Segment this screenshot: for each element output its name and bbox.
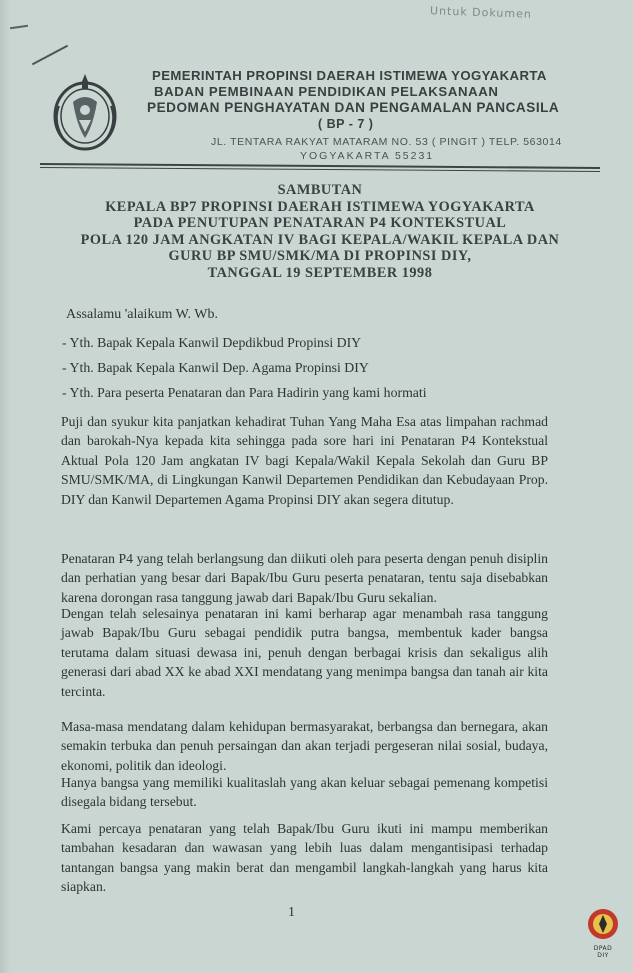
pen-mark <box>32 45 68 66</box>
archive-stamp-label: DPAD DIY <box>593 945 613 959</box>
handwritten-note: Untuk Dokumen <box>429 4 533 21</box>
body-paragraph: Kami percaya penataran yang telah Bapak/Ibu Guru ikuti ini mampu memberikan tambahan kesadaran dan wawasan yang lebih luas dalam mengantisipasi terhadap tantangan bangsa yang makin berat dan mengambil langkah-langkah yang harus kita siapkan. <box>61 821 548 895</box>
body-paragraph: Penataran P4 yang telah berlangsung dan diikuti oleh para peserta dengan penuh disiplin dan perhatian yang besar dari Bapak/Ibu Guru peserta penataran, tentu saja disebabkan karena dorongan rasa tanggung jawab dari Bapak/Ibu Guru sekalian. <box>61 551 548 605</box>
speech-title <box>60 182 580 282</box>
addressee-item: - Yth. Para peserta Penataran dan Para Hadirin yang kami hormati <box>62 385 427 400</box>
letterhead-line-4: ( BP - 7 ) <box>318 117 374 131</box>
body-paragraph: Puji dan syukur kita panjatkan kehadirat Tuhan Yang Maha Esa atas limpahan rachmad dan barokah-Nya kepada kita sehingga pada sore hari ini Penataran P4 Kontekstual Aktual Pola 120 Jam angkatan IV bagi Kepala/Wakil Kepala Sekolah dan Guru BP SMU/SMK/MA, di Lingkungan Kanwil Departemen Pendidikan dan Kebudayaan Prop. DIY dan Kanwil Departemen Agama Propinsi DIY akan segera ditutup. <box>61 414 548 507</box>
letterhead-line-2: BADAN PEMBINAAN PENDIDIKAN PELAKSANAAN <box>154 84 499 99</box>
letterhead-city: YOGYAKARTA 55231 <box>300 150 435 162</box>
pen-mark <box>10 25 28 29</box>
letterhead-address: JL. TENTARA RAKYAT MATARAM NO. 53 ( PINGIT ) TELP. 563014 <box>211 136 562 148</box>
salutation: Assalamu 'alaikum W. Wb. <box>66 307 218 322</box>
body-paragraph: Hanya bangsa yang memiliki kualitaslah yang akan keluar sebagai pemenang kompetisi disegala bidang tersebut. <box>61 775 548 810</box>
addressee-item: - Yth. Bapak Kepala Kanwil Dep. Agama Propinsi DIY <box>62 360 369 375</box>
body-paragraph: Masa-masa mendatang dalam kehidupan bermasyarakat, berbangsa dan bernegara, akan semakin terbuka dan penuh persaingan dan akan terjadi pergeseran nilai sosial, budaya, ekonomi, politik dan ideologi. <box>61 719 548 773</box>
province-emblem-icon <box>49 66 121 154</box>
title-line-2: KEPALA BP7 PROPINSI DAERAH ISTIMEWA YOGYAKARTA <box>105 198 535 215</box>
letterhead-line-1: PEMERINTAH PROPINSI DAERAH ISTIMEWA YOGYAKARTA <box>152 68 547 83</box>
title-line-6: TANGGAL 19 SEPTEMBER 1998 <box>207 264 433 281</box>
letterhead-line-3: PEDOMAN PENGHAYATAN DAN PENGAMALAN PANCASILA <box>147 100 560 115</box>
scan-edge <box>0 0 10 973</box>
title-line-1: SAMBUTAN <box>277 182 363 198</box>
title-line-3: PADA PENUTUPAN PENATARAN P4 KONTEKSTUAL <box>133 215 507 232</box>
addressee-item: - Yth. Bapak Kepala Kanwil Depdikbud Propinsi DIY <box>62 335 362 350</box>
title-line-5: GURU BP SMU/SMK/MA DI PROPINSI DIY, <box>168 248 472 265</box>
body-paragraph: Dengan telah selesainya penataran ini kami berharap agar menambah rasa tanggung jawab Bapak/Ibu Guru sebagai pendidik putra bangsa, membentuk kader bangsa terutama dalam situasi dewasa ini, penuh dengan berbagai krisis dan sekaligus alih generasi dari abad XX ke abad XXI mendatang yang menimpa bangsa dan tanah air kita tercinta. <box>61 606 548 699</box>
title-line-4: POLA 120 JAM ANGKATAN IV BAGI KEPALA/WAKIL KEPALA DAN <box>80 231 560 248</box>
page-number: 1 <box>288 905 295 920</box>
